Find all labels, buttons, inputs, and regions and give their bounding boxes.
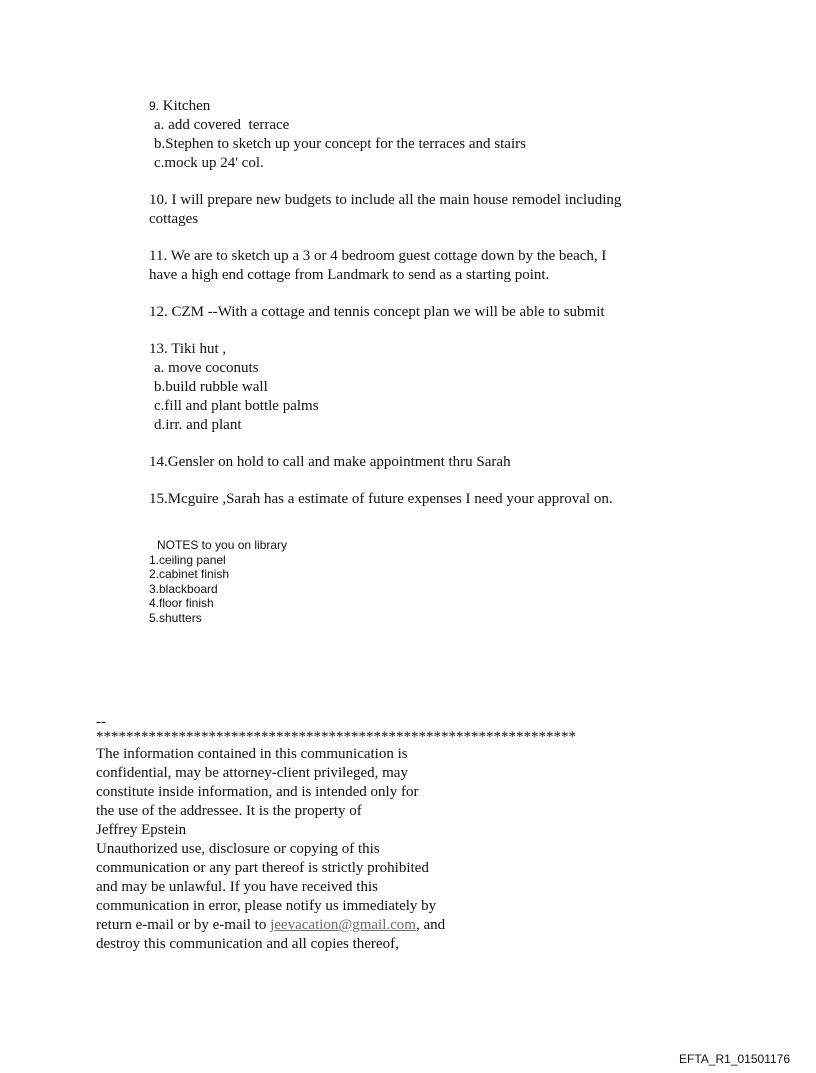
disclaimer-line: Unauthorized use, disclosure or copying of this — [96, 841, 380, 857]
signature-separator: -- — [96, 714, 106, 730]
library-notes-title: NOTES to you on library — [157, 538, 288, 552]
item-title: Kitchen — [159, 98, 211, 114]
item-tiki-hut — [149, 340, 709, 435]
sub-item: c.fill and plant bottle palms — [154, 398, 319, 414]
item-czm — [149, 303, 709, 322]
library-notes — [149, 538, 287, 626]
disclaimer-line — [96, 916, 656, 935]
disclaimer-line: communication in error, please notify us immediately by — [96, 898, 437, 914]
item-line: 12. CZM --With a cottage and tennis concept plan we will be able to submit — [149, 304, 605, 320]
item-line: 15.Mcguire ,Sarah has a estimate of future expenses I need your approval on. — [149, 491, 613, 507]
confidentiality-footer — [96, 715, 656, 954]
item-line: 11. We are to sketch up a 3 or 4 bedroom guest cottage down by the beach, I — [149, 248, 607, 264]
item-line: cottages — [149, 211, 199, 227]
disclaimer-text: , and — [415, 917, 446, 933]
meeting-notes — [149, 97, 709, 509]
item-line: 10. I will prepare new budgets to include all the main house remodel including — [149, 192, 622, 208]
sub-item: a. add covered terrace — [154, 117, 290, 133]
star-divider: **************************************************************** — [96, 729, 576, 745]
disclaimer-line: the use of the addressee. It is the property of — [96, 803, 362, 819]
sub-item: b.Stephen to sketch up your concept for the terraces and stairs — [154, 136, 526, 152]
library-note-item: 3.blackboard — [149, 581, 218, 596]
sub-item: b.build rubble wall — [154, 379, 268, 395]
sub-item: a. move coconuts — [154, 360, 259, 376]
disclaimer-line: confidential, may be attorney-client privileged, may — [96, 765, 408, 781]
item-guest-cottage — [149, 247, 709, 285]
item-mcguire — [149, 490, 709, 509]
disclaimer-line: and may be unlawful. If you have received this — [96, 879, 378, 895]
disclaimer-line: The information contained in this communication is — [96, 746, 408, 762]
library-note-item: 4.floor finish — [149, 596, 214, 611]
item-kitchen — [149, 97, 709, 173]
library-note-item: 1.ceiling panel — [149, 552, 226, 567]
library-note-item: 2.cabinet finish — [149, 567, 230, 582]
disclaimer-text: return e-mail or by e-mail to — [96, 917, 271, 933]
item-line: have a high end cottage from Landmark to send as a starting point. — [149, 267, 550, 283]
sub-item: d.irr. and plant — [154, 417, 242, 433]
library-note-item: 5.shutters — [149, 610, 202, 625]
item-gensler — [149, 453, 709, 472]
disclaimer-line: destroy this communication and all copies thereof, — [96, 936, 399, 952]
sub-item: c.mock up 24' col. — [154, 155, 264, 171]
item-title: 13. Tiki hut , — [149, 341, 227, 357]
email-link[interactable]: jeevacation@gmail.com — [270, 917, 416, 933]
disclaimer-line: communication or any part thereof is strictly prohibited — [96, 860, 429, 876]
document-id: EFTA_R1_01501176 — [679, 1052, 790, 1066]
disclaimer-line: Jeffrey Epstein — [96, 822, 187, 838]
item-number: 9. — [149, 99, 160, 113]
item-budgets — [149, 191, 709, 229]
item-line: 14.Gensler on hold to call and make appointment thru Sarah — [149, 454, 511, 470]
disclaimer-line: constitute inside information, and is intended only for — [96, 784, 419, 800]
